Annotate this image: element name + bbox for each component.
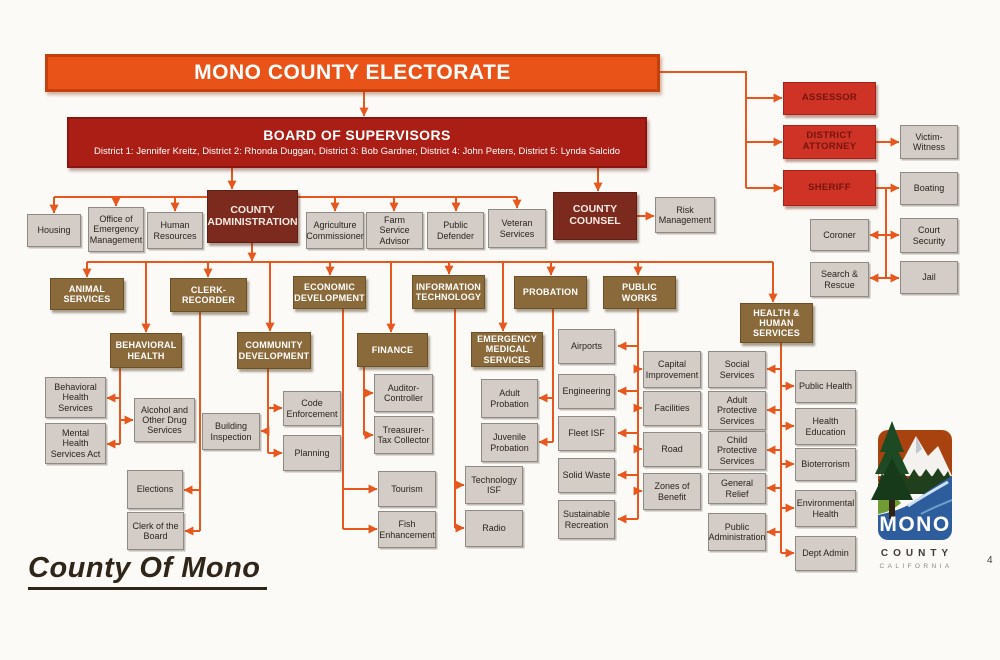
node-fleet-isf: Fleet ISF xyxy=(558,416,615,451)
node-general-relief: General Relief xyxy=(708,473,766,504)
node-fish-enhancement: Fish Enhancement xyxy=(378,511,436,548)
node-mental-health-services-act: Mental Health Services Act xyxy=(45,423,106,464)
node-solid-waste: Solid Waste xyxy=(558,458,615,493)
node-county-counsel: COUNTY COUNSEL xyxy=(553,192,637,240)
node-health-education: Health Education xyxy=(795,408,856,445)
page-number: 4 xyxy=(987,555,993,566)
node-auditor-controller: Auditor-Controller xyxy=(374,374,433,412)
node-juvenile-probation: Juvenile Probation xyxy=(481,423,538,462)
node-community-development: COMMUNITY DEVELOPMENT xyxy=(237,332,311,369)
mono-county-logo xyxy=(858,418,963,586)
node-public-administration: Public Administration xyxy=(708,513,766,551)
node-public-works: PUBLIC WORKS xyxy=(603,276,676,309)
node-sustainable-recreation: Sustainable Recreation xyxy=(558,500,615,539)
node-mono-county-electorate: MONO COUNTY ELECTORATE xyxy=(45,54,660,92)
node-victim-witness: Victim-Witness xyxy=(900,125,958,159)
node-court-security: Court Security xyxy=(900,218,958,253)
node-elections: Elections xyxy=(127,470,183,509)
node-behavioral-health: BEHAVIORAL HEALTH xyxy=(110,333,182,368)
logo-name-text: MONO xyxy=(879,513,951,536)
footer-title: County Of Mono xyxy=(28,552,267,590)
node-information-technology: INFORMATION TECHNOLOGY xyxy=(412,275,485,309)
logo-state-text: CALIFORNIA xyxy=(879,563,953,570)
node-clerk-of-the-board: Clerk of the Board xyxy=(127,512,184,550)
node-clerk-recorder: CLERK-RECORDER xyxy=(170,278,247,312)
node-emergency-medical-services: EMERGENCY MEDICAL SERVICES xyxy=(471,332,543,367)
node-animal-services: ANIMAL SERVICES xyxy=(50,278,124,310)
node-planning: Planning xyxy=(283,435,341,471)
node-office-emergency-management: Office of Emergency Management xyxy=(88,207,144,252)
node-bioterrorism: Bioterrorism xyxy=(795,448,856,481)
node-coroner: Coroner xyxy=(810,219,869,251)
node-risk-management: Risk Management xyxy=(655,197,715,233)
node-radio: Radio xyxy=(465,510,523,547)
board-title: BOARD OF SUPERVISORS xyxy=(263,126,451,143)
node-district-attorney: DISTRICT ATTORNEY xyxy=(783,125,876,159)
connector-line xyxy=(660,72,746,188)
node-board-of-supervisors xyxy=(67,117,647,168)
node-facilities: Facilities xyxy=(643,391,701,426)
node-building-inspection: Building Inspection xyxy=(202,413,260,450)
node-probation: PROBATION xyxy=(514,276,587,309)
node-airports: Airports xyxy=(558,329,615,364)
node-health-human-services: HEALTH & HUMAN SERVICES xyxy=(740,303,813,343)
node-boating: Boating xyxy=(900,172,958,205)
node-economic-development: ECONOMIC DEVELOPMENT xyxy=(293,276,366,309)
logo-county-text: COUNTY xyxy=(880,548,954,559)
node-agriculture-commissioner: Agriculture Commissioner xyxy=(306,212,364,249)
node-veteran-services: Veteran Services xyxy=(488,209,546,248)
node-public-defender: Public Defender xyxy=(427,212,484,249)
board-members: District 1: Jennifer Kreitz, District 2: Rhonda Duggan, District 3: Bob Gardner, District 4: John Peters, District 5: Lynda Salcido xyxy=(93,145,621,157)
node-child-protective-services: Child Protective Services xyxy=(708,431,766,470)
node-technology-isf: Technology ISF xyxy=(465,466,523,504)
node-engineering: Engineering xyxy=(558,374,615,409)
node-behavioral-health-services: Behavioral Health Services xyxy=(45,377,106,418)
node-road: Road xyxy=(643,432,701,467)
node-environmental-health: Environmental Health xyxy=(795,490,856,527)
node-alcohol-other-drug-services: Alcohol and Other Drug Services xyxy=(134,398,195,442)
node-public-health: Public Health xyxy=(795,370,856,403)
node-zones-of-benefit: Zones of Benefit xyxy=(643,473,701,510)
connector-double-arrows xyxy=(870,235,899,278)
node-tourism: Tourism xyxy=(378,471,436,507)
node-dept-admin: Dept Admin xyxy=(795,536,856,571)
node-human-resources: Human Resources xyxy=(147,212,203,249)
node-adult-probation: Adult Probation xyxy=(481,379,538,418)
node-assessor: ASSESSOR xyxy=(783,82,876,115)
node-treasurer-tax-collector: Treasurer-Tax Collector xyxy=(374,416,433,454)
connector-line xyxy=(876,188,886,279)
node-sheriff: SHERIFF xyxy=(783,170,876,206)
node-county-administration: COUNTY ADMINISTRATION xyxy=(207,190,298,243)
node-farm-service-advisor: Farm Service Advisor xyxy=(366,212,423,249)
node-capital-improvement: Capital Improvement xyxy=(643,351,701,388)
node-social-services: Social Services xyxy=(708,351,766,388)
node-finance: FINANCE xyxy=(357,333,428,367)
node-jail: Jail xyxy=(900,261,958,294)
node-code-enforcement: Code Enforcement xyxy=(283,391,341,426)
node-adult-protective-services: Adult Protective Services xyxy=(708,391,766,430)
node-housing: Housing xyxy=(27,214,81,247)
node-search-rescue: Search & Rescue xyxy=(810,262,869,297)
